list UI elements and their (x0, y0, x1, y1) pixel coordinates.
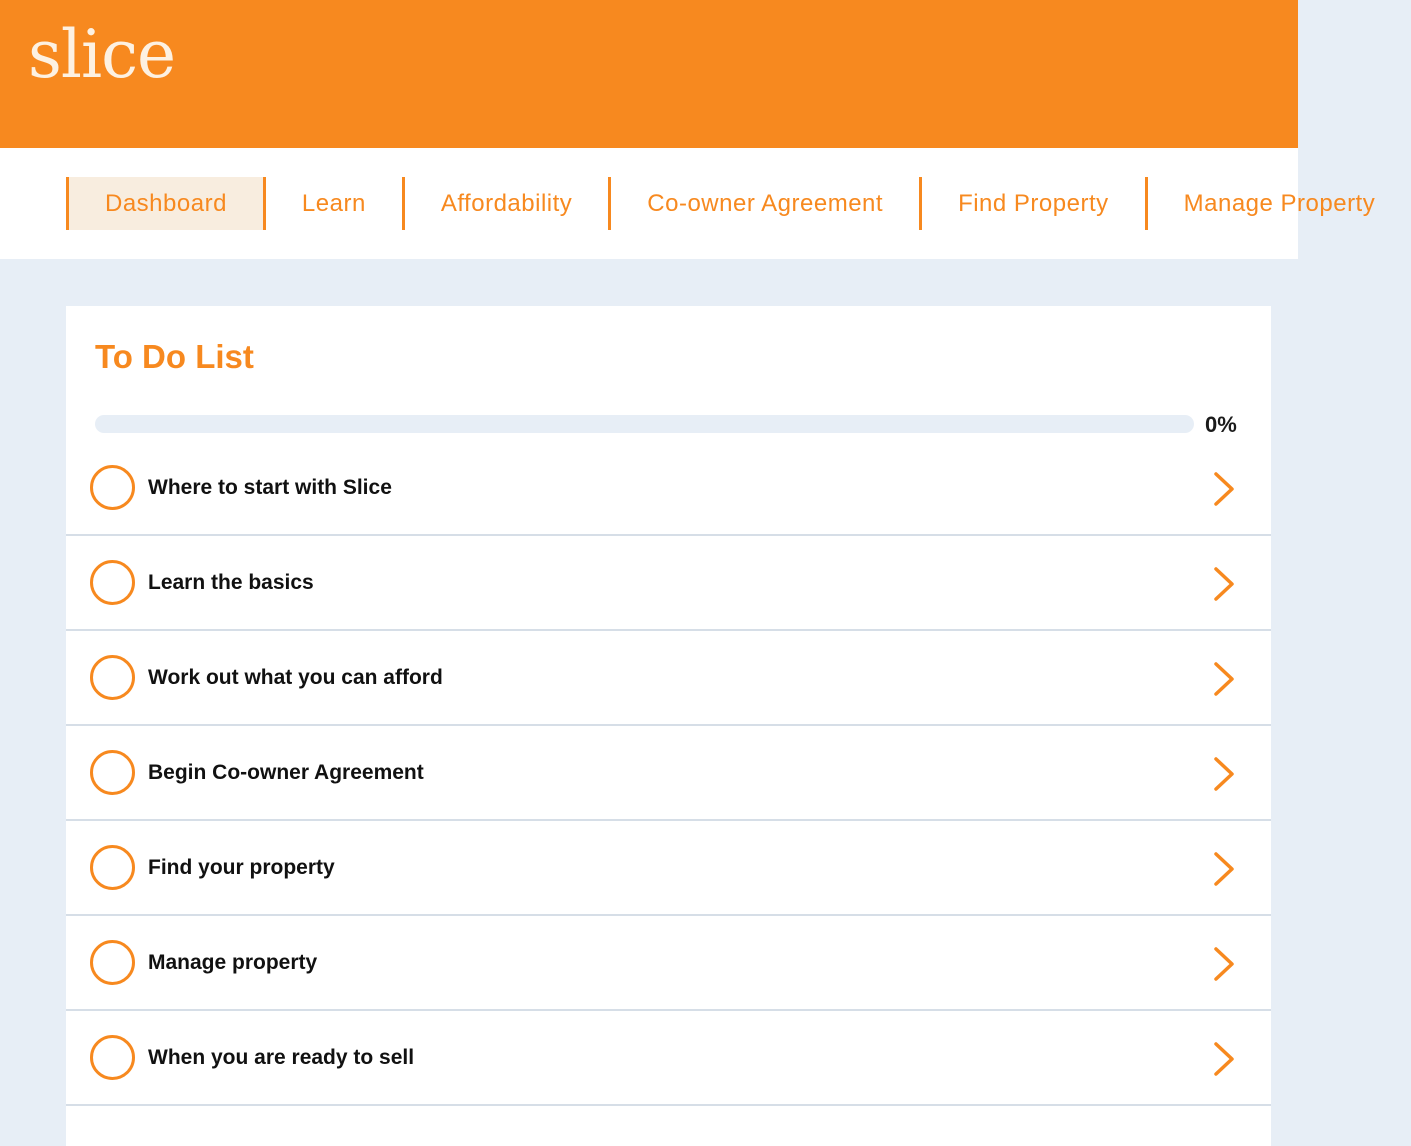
incomplete-circle-icon[interactable] (90, 1035, 135, 1080)
todo-item-ready-to-sell[interactable] (66, 1011, 1271, 1106)
tab-dashboard[interactable]: Dashboard (66, 177, 266, 230)
todo-item-where-to-start[interactable] (66, 441, 1271, 536)
todo-item-label: Begin Co-owner Agreement (148, 761, 424, 784)
main-nav (0, 148, 1376, 259)
chevron-right-icon[interactable] (1212, 756, 1236, 792)
todo-list (66, 441, 1271, 1106)
chevron-right-icon[interactable] (1212, 471, 1236, 507)
todo-item-manage-property[interactable] (66, 916, 1271, 1011)
nav-tabs (66, 177, 1411, 230)
chevron-right-icon[interactable] (1212, 1041, 1236, 1077)
chevron-right-icon[interactable] (1212, 946, 1236, 982)
chevron-right-icon[interactable] (1212, 566, 1236, 602)
chevron-right-icon[interactable] (1212, 661, 1236, 697)
tab-learn[interactable]: Learn (266, 177, 405, 230)
progress-bar (95, 415, 1194, 433)
progress-percent: 0% (1205, 412, 1237, 437)
todo-item-afford[interactable] (66, 631, 1271, 726)
incomplete-circle-icon[interactable] (90, 940, 135, 985)
slice-logo[interactable]: slice (28, 16, 176, 93)
todo-item-label: Work out what you can afford (148, 666, 443, 689)
tab-co-owner-agreement[interactable]: Co-owner Agreement (611, 177, 922, 230)
tab-manage-property[interactable]: Manage Property (1183, 189, 1376, 217)
todo-item-label: Learn the basics (148, 571, 314, 594)
todo-item-find-property[interactable] (66, 821, 1271, 916)
incomplete-circle-icon[interactable] (90, 655, 135, 700)
top-header (0, 0, 1298, 148)
todo-item-label: Find your property (148, 856, 335, 879)
todo-title: To Do List (95, 338, 254, 375)
tab-find-property[interactable]: Find Property (922, 177, 1148, 230)
incomplete-circle-icon[interactable] (90, 845, 135, 890)
tab-affordability[interactable]: Affordability (405, 177, 611, 230)
todo-item-learn-basics[interactable] (66, 536, 1271, 631)
chevron-right-icon[interactable] (1212, 851, 1236, 887)
incomplete-circle-icon[interactable] (90, 750, 135, 795)
todo-card (66, 306, 1271, 1146)
todo-item-label: When you are ready to sell (148, 1046, 415, 1069)
incomplete-circle-icon[interactable] (90, 560, 135, 605)
todo-item-label: Manage property (148, 951, 318, 974)
todo-item-co-owner-agreement[interactable] (66, 726, 1271, 821)
todo-item-label: Where to start with Slice (148, 476, 392, 499)
incomplete-circle-icon[interactable] (90, 465, 135, 510)
